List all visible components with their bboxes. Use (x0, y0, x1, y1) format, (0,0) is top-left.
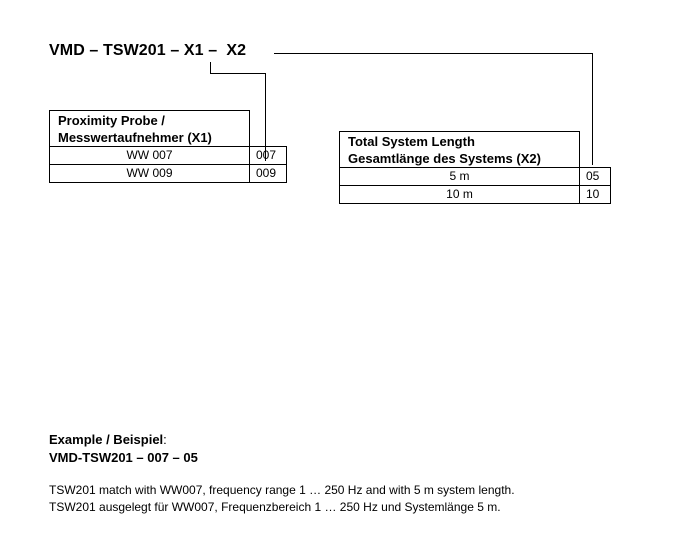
example-line-de: TSW201 ausgelegt für WW007, Frequenzbereich 1 … 250 Hz und Systemlänge 5 m. (49, 500, 501, 514)
length-header-spacer (580, 132, 611, 168)
probe-header-line2: Messwertaufnehmer (X1) (58, 130, 212, 145)
example-code: VMD-TSW201 – 007 – 05 (49, 450, 198, 465)
table-row (340, 186, 611, 204)
probe-code: 009 (250, 165, 287, 183)
x2-connector-horizontal (274, 53, 593, 54)
length-name: 10 m (340, 186, 580, 204)
probe-header-line1: Proximity Probe / (58, 113, 165, 128)
table-row (50, 165, 287, 183)
table-row (50, 147, 287, 165)
length-table-header (340, 132, 580, 168)
example-label-colon: : (163, 432, 167, 447)
example-label-text: Example / Beispiel (49, 432, 164, 447)
length-header-line2: Gesamtlänge des Systems (X2) (348, 151, 541, 166)
length-table (339, 131, 611, 204)
order-code-x2: X2 (226, 42, 247, 59)
probe-header-spacer (250, 111, 287, 147)
example-label (49, 431, 198, 449)
length-name: 5 m (340, 168, 580, 186)
length-code: 10 (580, 186, 611, 204)
length-header-line1: Total System Length (348, 134, 475, 149)
example-line-en: TSW201 match with WW007, frequency range 1 … 250 Hz and with 5 m system length. (49, 483, 515, 497)
order-code-dash: – (208, 42, 218, 59)
order-code-x1: X1 (183, 42, 204, 59)
probe-table (49, 110, 287, 183)
length-code: 05 (580, 168, 611, 186)
example-block (49, 431, 198, 467)
probe-name: WW 007 (50, 147, 250, 165)
x1-connector-stub (210, 62, 211, 73)
example-description (49, 482, 515, 516)
probe-table-header (50, 111, 250, 147)
order-code-prefix: VMD – TSW201 – (49, 42, 180, 59)
table-row (340, 168, 611, 186)
probe-code: 007 (250, 147, 287, 165)
order-code (49, 42, 246, 60)
probe-name: WW 009 (50, 165, 250, 183)
x1-connector-horizontal (210, 73, 266, 74)
